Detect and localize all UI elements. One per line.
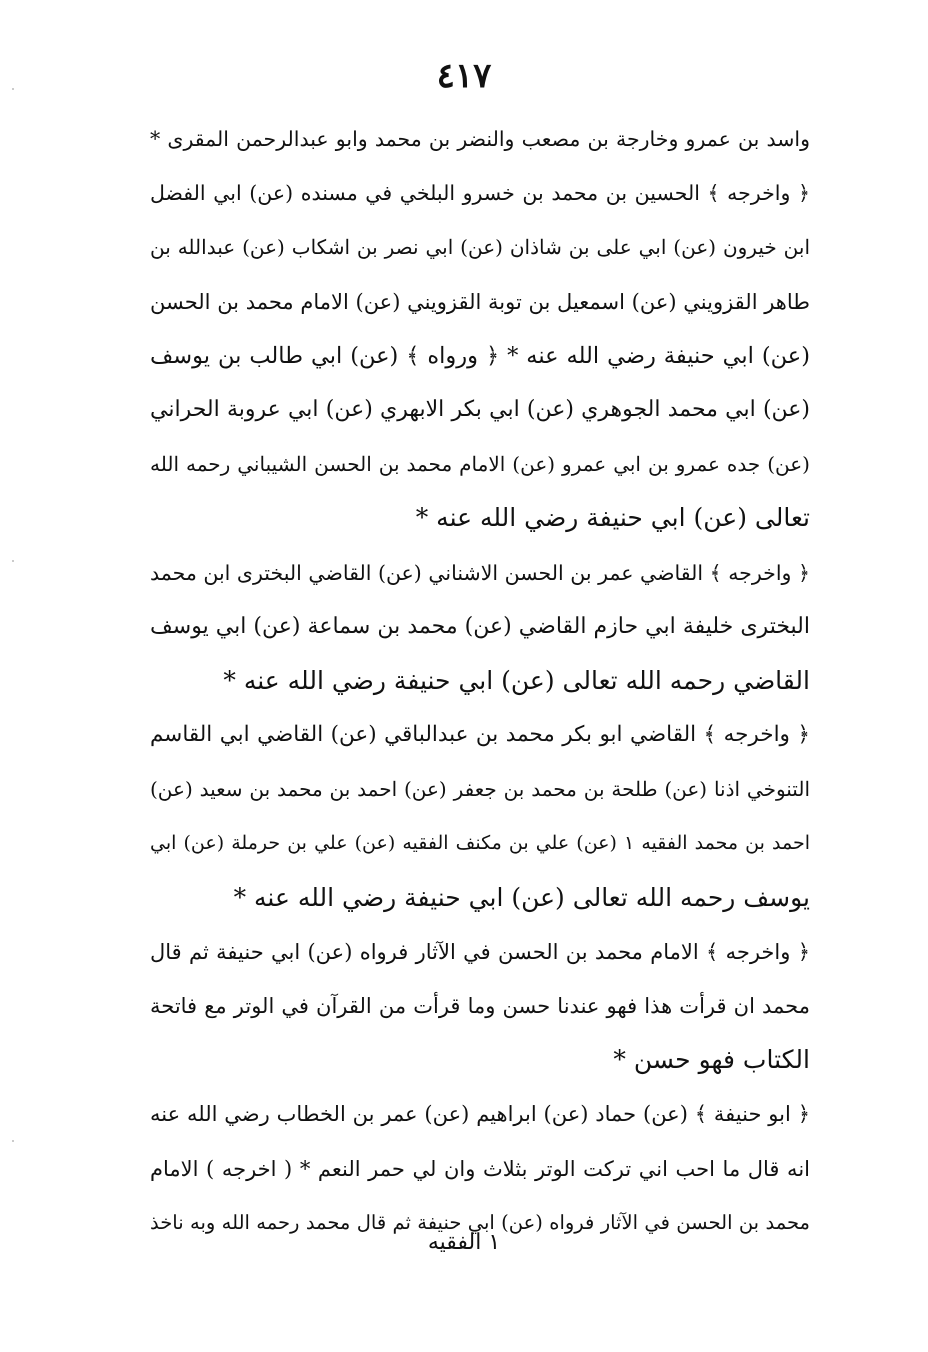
text-line: انه قال ما احب اني تركت الوتر بثلاث وان لي حمر النعم * ( اخرجه ) الامام [150,1156,810,1181]
footnote: ١ الفقيه [427,1230,501,1255]
text-line: ﴿ ابو حنيفة ﴾ (عن) حماد (عن) ابراهيم (عن) عمر بن الخطاب رضي الله عنه [150,1102,810,1127]
text-line: التنوخي اذنا (عن) طلحة بن محمد بن جعفر (عن) احمد بن محمد بن سعيد (عن) [150,777,810,802]
text-line: الكتاب فهو حسن * [613,1045,810,1075]
text-line: (عن) ابي محمد الجوهري (عن) ابي بكر الابهري (عن) ابي عروبة الحراني [150,396,810,422]
text-line: البخترى خليفة ابي حازم القاضي (عن) محمد بن سماعة (عن) ابي يوسف [150,613,810,639]
speckle [12,88,14,90]
text-line: محمد ان قرأت هذا فهو عندنا حسن وما قرأت من القرآن في الوتر مع فاتحة [150,994,810,1018]
text-line: محمد بن الحسن في الآثار فرواه (عن) ابي حنيفة ثم قال محمد رحمه الله وبه ناخذ [150,1210,810,1234]
body-text [150,112,810,1250]
text-line: ﴿ واخرجه ﴾ الحسين بن محمد بن خسرو البلخي في مسنده (عن) ابي الفضل [150,181,810,206]
text-line: تعالى (عن) ابي حنيفة رضي الله عنه * [415,503,810,533]
text-line: احمد بن محمد الفقيه ١ (عن) علي بن مكنف الفقيه (عن) علي بن حرملة (عن) ابي [150,832,810,855]
text-line: يوسف رحمه الله تعالى (عن) ابي حنيفة رضي الله عنه * [233,882,810,912]
text-line: القاضي رحمه الله تعالى (عن) ابي حنيفة رضي الله عنه * [223,665,810,695]
text-line: ﴿ واخرجه ﴾ القاضي عمر بن الحسن الاشناني (عن) القاضي البخترى ابن محمد [150,560,810,585]
text-line: واسد بن عمرو وخارجة بن مصعب والنضر بن محمد وابو عبدالرحمن المقرى * [150,127,810,151]
page-number: ٤١٧ [436,56,492,96]
text-line: ابن خيرون (عن) ابي على بن شاذان (عن) ابي نصر بن اشكاب (عن) عبدالله بن [150,235,810,260]
speckle [12,560,14,562]
margin-speckles [12,0,18,1352]
speckle [12,1140,14,1142]
text-line: ﴿ واخرجه ﴾ الامام محمد بن الحسن في الآثار فرواه (عن) ابي حنيفة ثم قال [150,939,810,964]
text-line: ﴿ واخرجه ﴾ القاضي ابو بكر محمد بن عبدالباقي (عن) القاضي ابي القاسم [150,722,810,748]
text-line: (عن) ابي حنيفة رضي الله عنه * ﴿ ورواه ﴾ (عن) ابي طالب بن يوسف [150,342,810,369]
text-line: (عن) جده عمرو بن ابي عمرو (عن) الامام محمد بن الحسن الشيباني رحمه الله [150,452,810,477]
text-line: طاهر القزويني (عن) اسمعيل بن توبة القزويني (عن) الامام محمد بن الحسن [150,289,810,314]
